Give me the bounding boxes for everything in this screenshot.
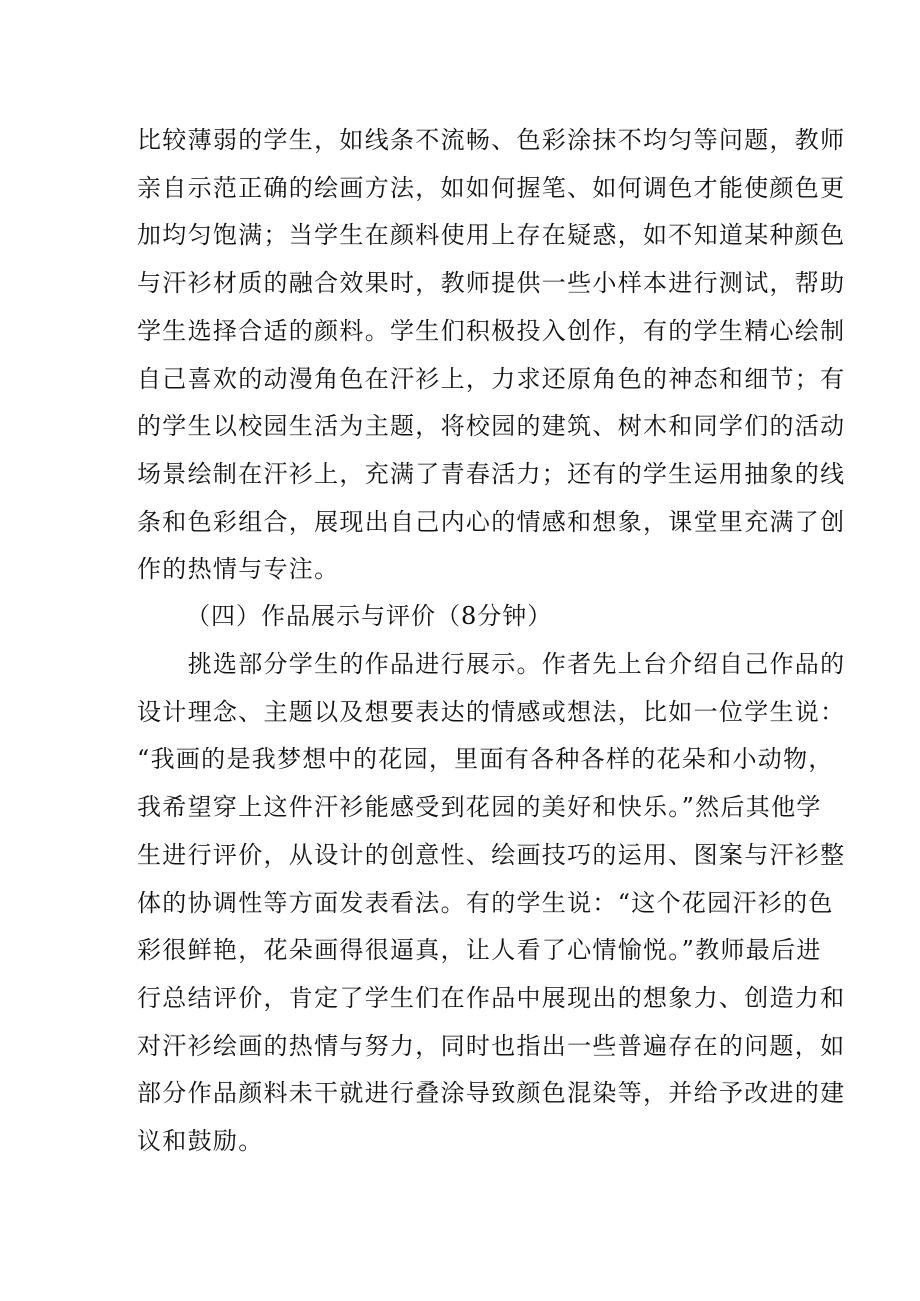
text-line: 亲自示范正确的绘画方法，如如何握笔、如何调色才能使颜色更: [137, 173, 846, 202]
text-line: 我希望穿上这件汗衫能感受到花园的美好和快乐。”然后其他学: [137, 793, 822, 822]
text-line: 设计理念、主题以及想要表达的情感或想法，比如一位学生说：: [137, 697, 846, 726]
paragraph-student-creation: [137, 117, 846, 594]
text-line: 场景绘制在汗衫上，充满了青春活力；还有的学生运用抽象的线: [137, 459, 846, 488]
text-line: 行总结评价，肯定了学生们在作品中展现出的想象力、创造力和: [137, 983, 846, 1012]
text-line: 体的协调性等方面发表看法。有的学生说：“这个花园汗衫的色: [137, 888, 834, 917]
text-line: 彩很鲜艳，花朵画得很逼真，让人看了心情愉悦。”教师最后进: [137, 936, 822, 965]
text-line: 与汗衫材质的融合效果时，教师提供一些小样本进行测试，帮助: [137, 269, 846, 298]
paragraph-work-display: [137, 641, 846, 1166]
text-line: “我画的是我梦想中的花园，里面有各种各样的花朵和小动物，: [137, 745, 834, 774]
text-line: 作的热情与专注。: [137, 555, 340, 584]
text-line: 的学生以校园生活为主题，将校园的建筑、树木和同学们的活动: [137, 412, 846, 441]
text-line: 比较薄弱的学生，如线条不流畅、色彩涂抹不均匀等问题，教师: [137, 126, 846, 154]
text-line: 自己喜欢的动漫角色在汗衫上，力求还原角色的神态和细节；有: [137, 364, 846, 393]
text-line: 学生选择合适的颜料。学生们积极投入创作，有的学生精心绘制: [137, 316, 846, 345]
text-line: 条和色彩组合，展现出自己内心的情感和想象，课堂里充满了创: [137, 507, 846, 536]
text-line: 挑选部分学生的作品进行展示。作者先上台介绍自己作品的: [137, 650, 846, 678]
text-line: 生进行评价，从设计的创意性、绘画技巧的运用、图案与汗衫整: [137, 840, 846, 869]
text-line: 对汗衫绘画的热情与努力，同时也指出一些普遍存在的问题，如: [137, 1031, 846, 1060]
text-line: 议和鼓励。: [137, 1127, 264, 1156]
text-line: 加均匀饱满；当学生在颜料使用上存在疑惑，如不知道某种颜色: [137, 221, 846, 250]
section-heading: （四）作品展示与评价（8分钟）: [186, 602, 553, 630]
text-line: 部分作品颜料未干就进行叠涂导致颜色混染等，并给予改进的建: [137, 1079, 846, 1108]
